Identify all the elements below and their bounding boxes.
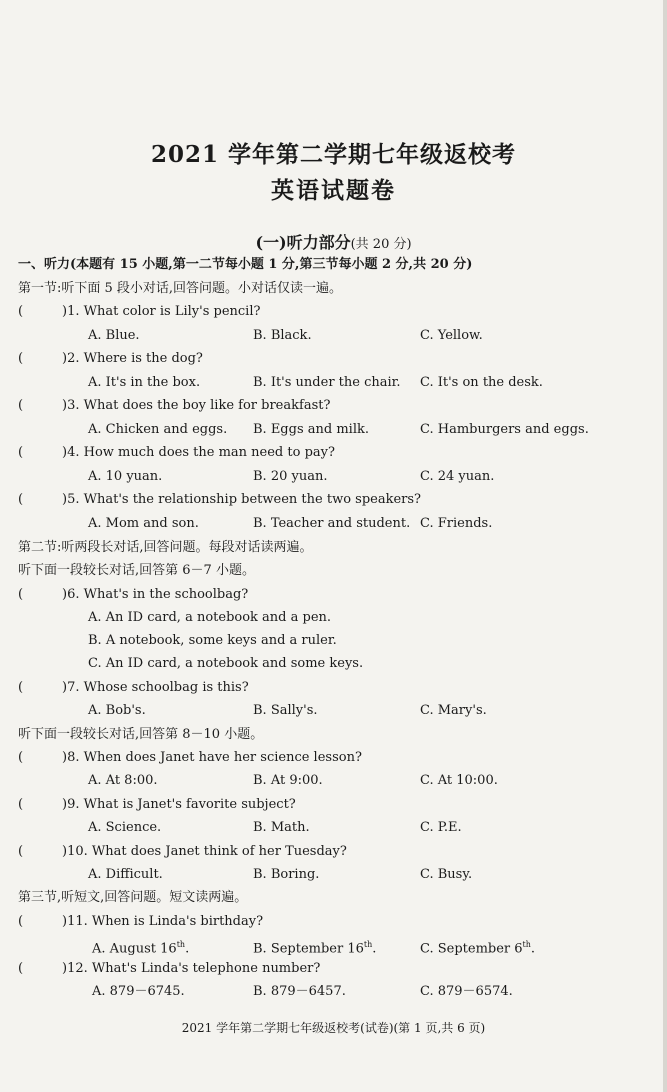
option-c: C. 879－6574. bbox=[420, 984, 513, 999]
answer-blank[interactable]: ( bbox=[18, 914, 24, 929]
question-text: )5. What's the relationship between the two speakers? bbox=[62, 492, 422, 507]
question-text: )4. How much does the man need to pay? bbox=[62, 445, 335, 460]
period: . bbox=[185, 941, 190, 957]
option-a: A. At 8:00. bbox=[88, 773, 158, 788]
option-b bbox=[253, 937, 376, 957]
option-b: B. Black. bbox=[253, 328, 312, 343]
page-footer: 2021 学年第二学期七年级返校考(试卷)(第 1 页,共 6 页) bbox=[181, 1021, 486, 1035]
option-a: A. It's in the box. bbox=[88, 375, 201, 390]
answer-blank[interactable]: ( bbox=[18, 961, 24, 976]
part1-instruction: 第一节:听下面 5 段小对话,回答问题。小对话仅读一遍。 bbox=[18, 281, 343, 296]
option-c: C. 24 yuan. bbox=[420, 469, 495, 484]
question-text: )8. When does Janet have her science lesson? bbox=[62, 750, 362, 765]
question-text: )11. When is Linda's birthday? bbox=[62, 914, 264, 929]
option-b: B. It's under the chair. bbox=[253, 375, 401, 390]
question-text: )12. What's Linda's telephone number? bbox=[62, 961, 321, 976]
option-a: A. 10 yuan. bbox=[88, 469, 163, 484]
part2-instruction: 第二节:听两段长对话,回答问题。每段对话读两遍。 bbox=[18, 540, 313, 555]
option-b: B. At 9:00. bbox=[253, 773, 323, 788]
option-a: A. Mom and son. bbox=[88, 516, 199, 531]
question-text: )6. What's in the schoolbag? bbox=[62, 587, 249, 602]
option-a-text: A. August 16 bbox=[92, 941, 177, 957]
part-score: (共 20 分) bbox=[350, 237, 412, 252]
ordinal-suffix: th bbox=[363, 940, 373, 949]
question-text: )9. What is Janet's favorite subject? bbox=[62, 797, 296, 812]
question-text: )1. What color is Lily's pencil? bbox=[62, 304, 261, 319]
option-b: B. 879－6457. bbox=[253, 984, 346, 999]
period: . bbox=[530, 941, 536, 957]
option-c: C. Friends. bbox=[420, 516, 493, 531]
answer-blank[interactable]: ( bbox=[18, 797, 24, 812]
option-b: B. A notebook, some keys and a ruler. bbox=[88, 633, 337, 648]
option-a: A. Science. bbox=[88, 820, 162, 835]
answer-blank[interactable]: ( bbox=[18, 304, 24, 319]
question-text: )3. What does the boy like for breakfast? bbox=[62, 398, 331, 413]
option-c: C. Busy. bbox=[420, 867, 473, 882]
option-a bbox=[92, 937, 189, 957]
page-edge bbox=[663, 0, 667, 1092]
option-b: B. Sally's. bbox=[253, 703, 318, 718]
answer-blank[interactable]: ( bbox=[18, 587, 24, 602]
answer-blank[interactable]: ( bbox=[18, 680, 24, 695]
part2a-instruction: 听下面一段较长对话,回答第 6－7 小题。 bbox=[18, 563, 255, 578]
option-a: A. 879－6745. bbox=[92, 984, 185, 999]
option-c-text: C. September 6 bbox=[420, 941, 523, 957]
option-a: A. Blue. bbox=[88, 328, 140, 343]
option-a: A. Chicken and eggs. bbox=[88, 422, 228, 437]
part2b-instruction: 听下面一段较长对话,回答第 8－10 小题。 bbox=[18, 727, 264, 742]
section-instruction: 一、听力(本题有 15 小题,第一二节每小题 1 分,第三节每小题 2 分,共 20 分) bbox=[18, 257, 473, 272]
option-b: B. Eggs and milk. bbox=[253, 422, 369, 437]
option-a: A. Difficult. bbox=[88, 867, 163, 882]
part-title bbox=[0, 230, 667, 253]
ordinal-suffix: th bbox=[176, 940, 186, 949]
option-b: B. Boring. bbox=[253, 867, 320, 882]
answer-blank[interactable]: ( bbox=[18, 750, 24, 765]
answer-blank[interactable]: ( bbox=[18, 351, 24, 366]
ordinal-suffix: th bbox=[522, 940, 531, 949]
option-b-text: B. September 16 bbox=[253, 941, 364, 957]
exam-subtitle: 英语试题卷 bbox=[271, 177, 396, 204]
option-c: C. It's on the desk. bbox=[420, 375, 543, 390]
exam-title: 2021 学年第二学期七年级返校考 bbox=[150, 141, 517, 168]
question-text: )7. Whose schoolbag is this? bbox=[62, 680, 249, 695]
question-text: )10. What does Janet think of her Tuesday? bbox=[62, 844, 347, 859]
option-c: C. An ID card, a notebook and some keys. bbox=[88, 656, 364, 671]
period: . bbox=[372, 941, 377, 957]
question-text: )2. Where is the dog? bbox=[62, 351, 203, 366]
answer-blank[interactable]: ( bbox=[18, 445, 24, 460]
option-a: A. An ID card, a notebook and a pen. bbox=[88, 610, 332, 625]
option-c bbox=[420, 937, 535, 957]
option-c: C. Hamburgers and eggs. bbox=[420, 422, 589, 437]
option-c: C. Mary's. bbox=[420, 703, 487, 718]
option-c: C. Yellow. bbox=[420, 328, 483, 343]
answer-blank[interactable]: ( bbox=[18, 398, 24, 413]
answer-blank[interactable]: ( bbox=[18, 844, 24, 859]
option-a: A. Bob's. bbox=[88, 703, 146, 718]
answer-blank[interactable]: ( bbox=[18, 492, 24, 507]
option-b: B. Teacher and student. bbox=[253, 516, 411, 531]
option-b: B. 20 yuan. bbox=[253, 469, 328, 484]
option-b: B. Math. bbox=[253, 820, 310, 835]
option-c: C. P.E. bbox=[420, 820, 462, 835]
part-title-text: (一)听力部分 bbox=[255, 233, 351, 252]
part3-instruction: 第三节,听短文,回答问题。短文读两遍。 bbox=[18, 890, 248, 905]
option-c: C. At 10:00. bbox=[420, 773, 498, 788]
